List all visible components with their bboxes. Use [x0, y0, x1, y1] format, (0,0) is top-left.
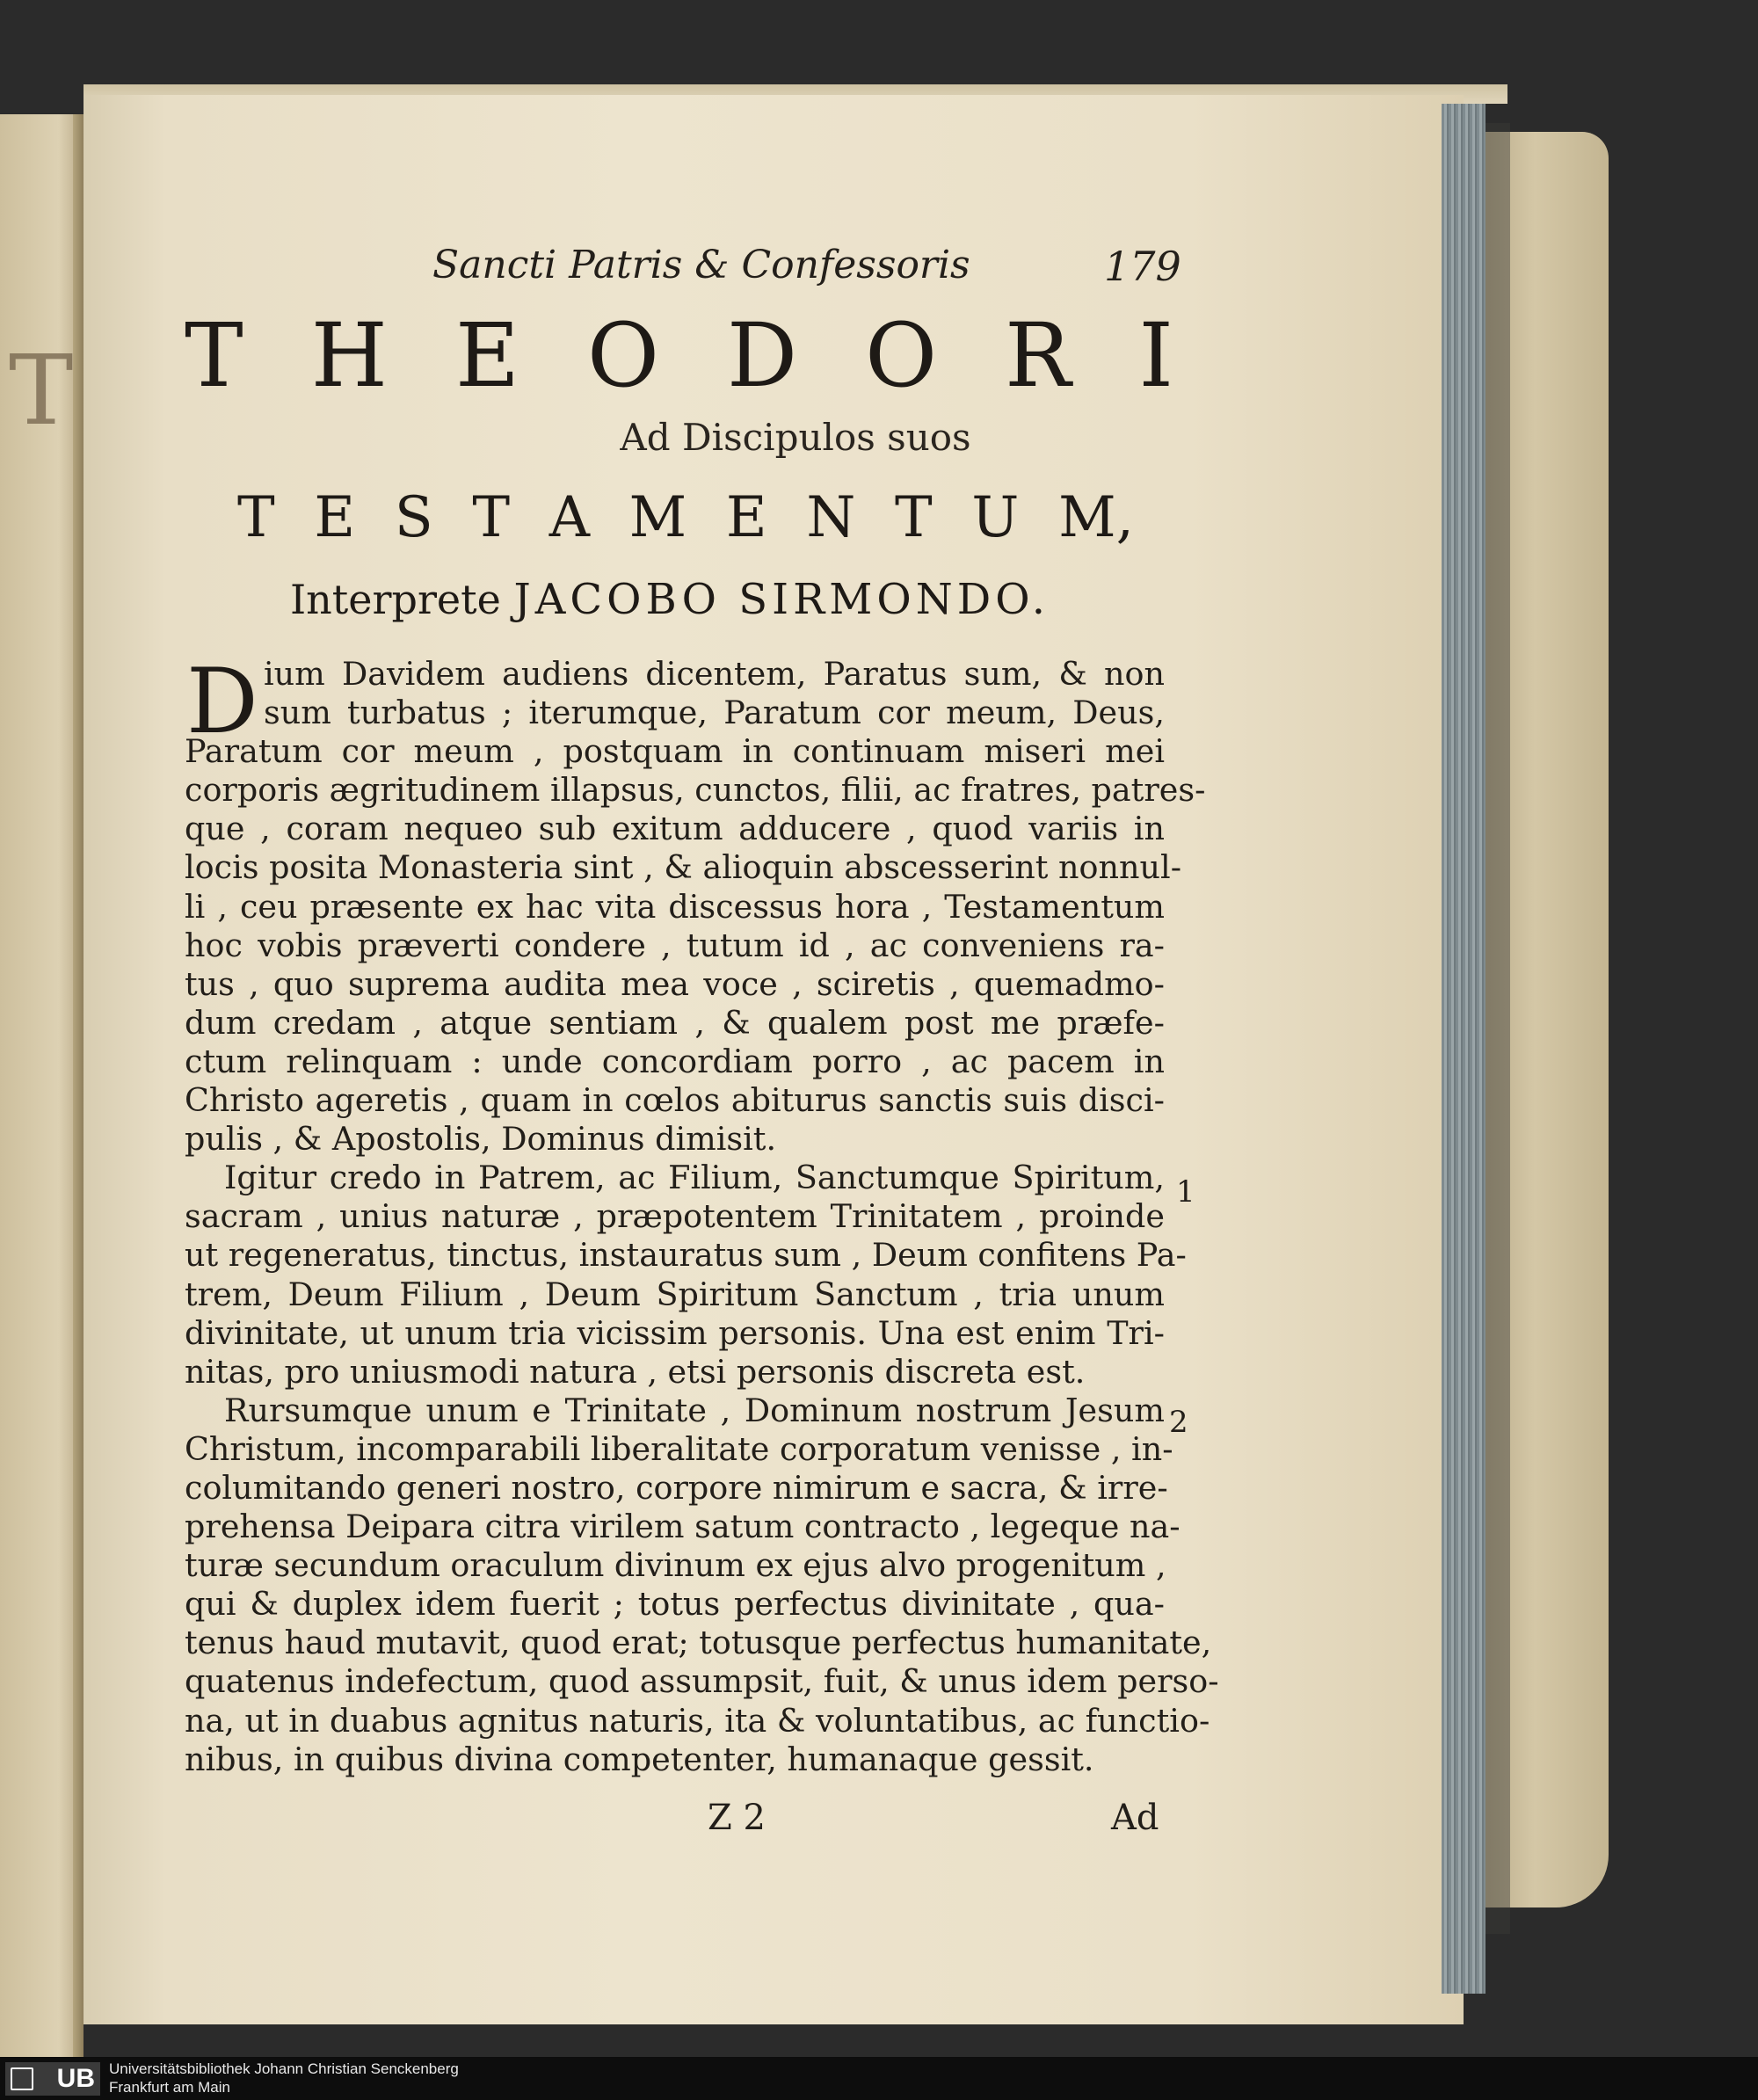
testament-letter: A	[548, 485, 590, 550]
text-line: Christum, incomparabili liberalitate corporatum venisse , in-	[185, 1429, 1173, 1468]
logo-text: UB	[56, 2064, 95, 2093]
testament-letter: U	[971, 485, 1020, 550]
library-city: Frankfurt am Main	[109, 2079, 230, 2096]
interpreter-line	[290, 575, 1050, 624]
interpreter-prefix: Interprete	[290, 576, 501, 623]
text-line: na, ut in duabus agnitus naturis, ita & voluntatibus, ac functio-	[185, 1701, 1210, 1740]
text-line: locis posita Monasteria sint , & alioquin abscesserint nonnul-	[185, 848, 1182, 887]
text-line: ctum relinquam : unde concordiam porro , ac pacem in	[185, 1042, 1165, 1080]
library-name: Universitätsbibliothek Johann Christian Senckenberg	[109, 2060, 459, 2077]
text-line: ut regeneratus, tinctus, instauratus sum , Deum confitens Pa-	[185, 1236, 1187, 1275]
text-line: ium Davidem audiens dicentem, Paratus sum, & non	[264, 655, 1165, 693]
text-line: hoc vobis præverti condere , tutum id , ac conveniens ra-	[185, 926, 1165, 964]
testament-letter: N	[806, 485, 856, 550]
library-credit	[109, 2060, 459, 2096]
title-letter: O	[586, 304, 659, 407]
running-title: Sancti Patris & Confessoris	[432, 243, 970, 287]
text-line: nibus, in quibus divina competenter, humanaque gessit.	[185, 1740, 1094, 1778]
left-page-sliver	[0, 114, 84, 2057]
text-line: qui & duplex idem fuerit ; totus perfectus divinitate , qua-	[185, 1585, 1165, 1624]
text-line: sacram , unius naturæ , præpotentem Trinitatem , proinde	[185, 1197, 1165, 1236]
text-line: Christo ageretis , quam in cœlos abiturus sanctis suis disci-	[185, 1081, 1165, 1120]
text-line: divinitate, ut unum tria vicissim personis. Una est enim Tri-	[185, 1313, 1165, 1352]
library-logo	[5, 2062, 100, 2096]
text-line: trem, Deum Filium , Deum Spiritum Sanctum , tria unum	[185, 1275, 1165, 1313]
viewer-footer	[0, 2057, 1758, 2100]
text-line: corporis ægritudinem illapsus, cunctos, filii, ac fratres, patres-	[185, 771, 1206, 810]
testament-letter: M,	[1058, 485, 1134, 550]
text-line: turæ secundum oraculum divinum ex ejus alvo progenitum ,	[185, 1546, 1166, 1585]
subtitle-text: Ad Discipulos suos	[620, 416, 971, 459]
page-number: 179	[1104, 243, 1181, 290]
testament-letter: S	[394, 485, 433, 550]
text-line: tus , quo suprema audita mea voce , sciretis , quemadmo-	[185, 964, 1165, 1003]
title-letter: I	[1138, 304, 1173, 407]
body-text	[185, 650, 1219, 1779]
text-line: que , coram nequeo sub exitum adducere , quod variis in	[185, 810, 1165, 848]
title-letter: T	[185, 304, 243, 407]
page-block-edge	[1442, 104, 1486, 1994]
testament-letter: M	[628, 485, 687, 550]
text-line: Paratum cor meum , postquam in continuam miseri mei	[185, 732, 1165, 771]
testament-heading	[237, 485, 1134, 550]
text-line: quatenus indefectum, quod assumpsit, fuit, & unus idem perso-	[185, 1662, 1219, 1701]
interpreter-name: JACOBO SIRMONDO.	[513, 575, 1050, 624]
text-line: sum turbatus ; iterumque, Paratum cor meum, Deus,	[264, 694, 1165, 732]
book-gutter	[73, 114, 84, 2057]
left-page-letter: T	[9, 334, 74, 447]
title-letter: R	[1005, 304, 1072, 407]
signature-mark: Z 2	[708, 1798, 766, 1838]
drop-cap: D	[186, 650, 258, 754]
margin-note-2: 2	[1169, 1405, 1188, 1440]
text-line: nitas, pro uniusmodi natura , etsi personis discreta est.	[185, 1352, 1086, 1391]
testament-letter: T	[895, 485, 933, 550]
subtitle	[0, 416, 1758, 459]
title-letter: E	[454, 304, 519, 407]
catchword: Ad	[1111, 1798, 1159, 1838]
testament-letter: T	[237, 485, 275, 550]
testament-letter: E	[314, 485, 356, 550]
text-line: dum credam , atque sentiam , & qualem post me præfe-	[185, 1003, 1165, 1042]
text-line: Rursumque unum e Trinitate , Dominum nostrum Jesum	[224, 1391, 1165, 1429]
logo-mark-icon	[11, 2067, 33, 2090]
testament-letter: T	[472, 485, 511, 550]
title-letter: D	[726, 304, 798, 407]
title-letter: H	[310, 304, 388, 407]
margin-note-1: 1	[1176, 1174, 1195, 1210]
testament-letter: E	[725, 485, 767, 550]
text-line: tenus haud mutavit, quod erat; totusque perfectus humanitate,	[185, 1624, 1212, 1662]
main-title	[185, 304, 1173, 407]
text-line: pulis , & Apostolis, Dominus dimisit.	[185, 1120, 777, 1159]
book-shadow	[1486, 123, 1510, 1934]
text-line: prehensa Deipara citra virilem satum contracto , legeque na-	[185, 1508, 1180, 1546]
text-line: columitando generi nostro, corpore nimirum e sacra, & irre-	[185, 1468, 1168, 1507]
title-letter: O	[865, 304, 938, 407]
text-line: li , ceu præsente ex hac vita discessus hora , Testamentum	[185, 887, 1165, 926]
text-line: Igitur credo in Patrem, ac Filium, Sanctumque Spiritum,	[224, 1159, 1165, 1197]
